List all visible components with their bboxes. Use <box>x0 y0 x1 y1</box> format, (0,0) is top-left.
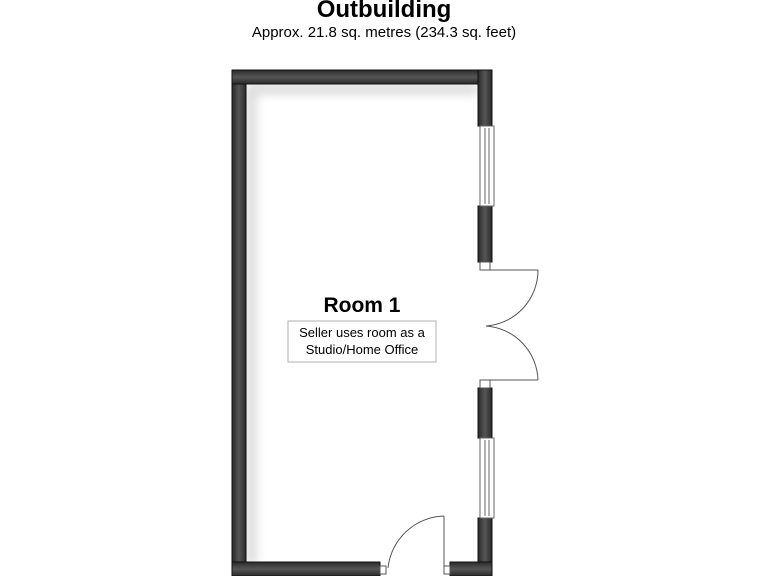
wall-bottom-right <box>450 562 492 576</box>
room-note-line2: Studio/Home Office <box>305 342 419 357</box>
wall-bottom-left <box>232 562 380 576</box>
window-upper <box>480 126 494 206</box>
wall-right-mid-upper <box>478 206 492 262</box>
plan-title: Outbuilding <box>316 0 452 23</box>
wall-top <box>232 70 492 84</box>
window-lower <box>480 438 494 518</box>
plan-area-subtitle: Approx. 21.8 sq. metres (234.3 sq. feet) <box>251 24 517 41</box>
wall-right-mid-lower <box>478 388 492 438</box>
room-name-label: Room 1 <box>323 294 401 317</box>
wall-left <box>232 70 246 576</box>
wall-right-upper <box>478 70 492 126</box>
double-door-right <box>486 270 538 380</box>
room-note-line1: Seller uses room as a <box>299 325 425 340</box>
